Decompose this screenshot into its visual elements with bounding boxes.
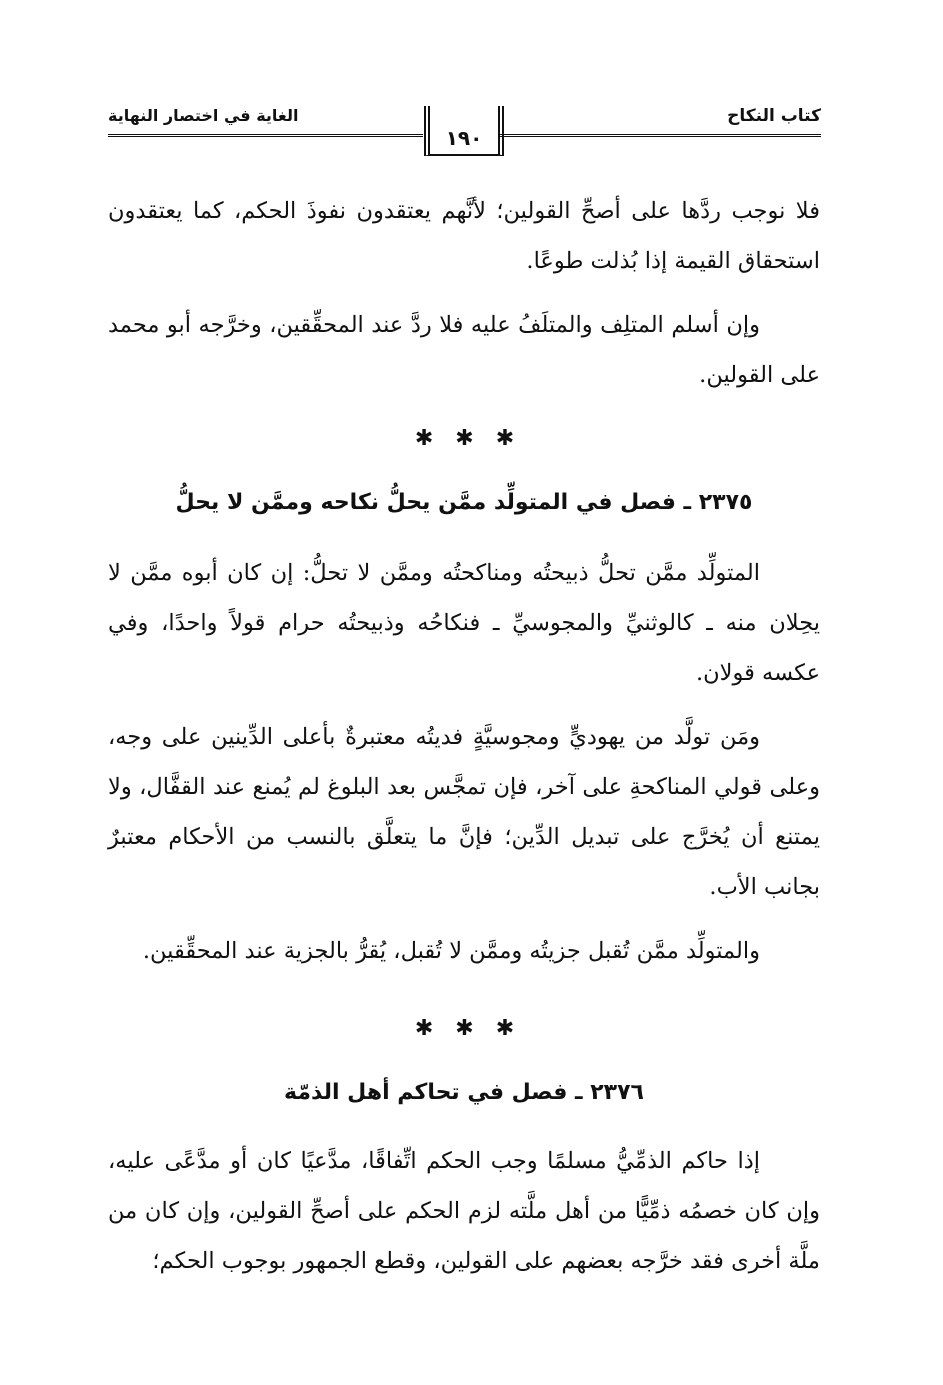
page-header (108, 100, 821, 156)
chapter-title: كتاب النكاح (727, 106, 821, 126)
section-separator (0, 1016, 943, 1041)
star-icon: ✱ (414, 426, 448, 451)
section-body (108, 1136, 820, 1286)
star-icon: ✱ (414, 1016, 448, 1041)
header-rule-right (499, 134, 821, 137)
paragraph: إذا حاكم الذمِّيُّ مسلمًا وجب الحكم اتِّفاقًا، مدَّعيًا كان أو مدَّعًى عليه، وإن كان خصمُه ذمِّيًّا من أهل ملَّته لزم الحكم على أصحِّ القولين، وإن كان من ملَّة أخرى فقد خرَّجه بعضهم على القولين، وقطع الجمهور بوجوب الحكم؛ (108, 1148, 820, 1274)
star-icon: ✱ (495, 426, 529, 451)
paragraph: المتولِّد ممَّن تحلُّ ذبيحتُه ومناكحتُه وممَّن لا تحلُّ: إن كان أبوه ممَّن لا يحِلان منه ـ كالوثنيِّ والمجوسيِّ ـ فنكاحُه وذبيحتُه حرام قولاً واحدًا، وفي عكسه قولان. (108, 560, 820, 686)
star-icon: ✱ (495, 1016, 529, 1041)
star-icon: ✱ (455, 1016, 488, 1041)
header-rule-left (108, 134, 423, 137)
paragraph: فلا نوجب ردَّها على أصحِّ القولين؛ لأنَّهم يعتقدون نفوذَ الحكم، كما يعتقدون استحقاق القيمة إذا بُذلت طوعًا. (108, 198, 820, 274)
section-heading: ٢٣٧٦ ـ فصل في تحاكم أهل الذمّة (284, 1080, 644, 1105)
book-title: الغاية في اختصار النهاية (108, 106, 299, 125)
section-heading: ٢٣٧٥ ـ فصل في المتولِّد ممَّن يحلُّ نكاحه وممَّن لا يحلُّ (175, 490, 753, 515)
continued-text (108, 186, 820, 400)
paragraph: والمتولِّد ممَّن تُقبل جزيتُه وممَّن لا تُقبل، يُقرُّ بالجزية عند المحقِّقين. (142, 938, 760, 964)
page-number-frame (424, 106, 504, 156)
page-number: ١٩٠ (445, 126, 483, 150)
paragraph: ومَن تولَّد من يهوديٍّ ومجوسيَّةٍ فديتُه معتبرةٌ بأعلى الدِّينين على وجه، وعلى قولي المناكحةِ على آخر، فإن تمجَّس بعد البلوغ لم يُمنع عند القفَّال، ولا يمتنع أن يُخرَّج على تبديل الدِّين؛ فإنَّ ما يتعلَّق بالنسب من الأحكام معتبرٌ بجانب الأب. (108, 724, 820, 900)
section-separator (0, 426, 943, 451)
star-icon: ✱ (455, 426, 488, 451)
section-body (108, 548, 820, 976)
paragraph: وإن أسلم المتلِف والمتلَفُ عليه فلا ردَّ عند المحقِّقين، وخرَّجه أبو محمد على القولين. (108, 312, 820, 388)
